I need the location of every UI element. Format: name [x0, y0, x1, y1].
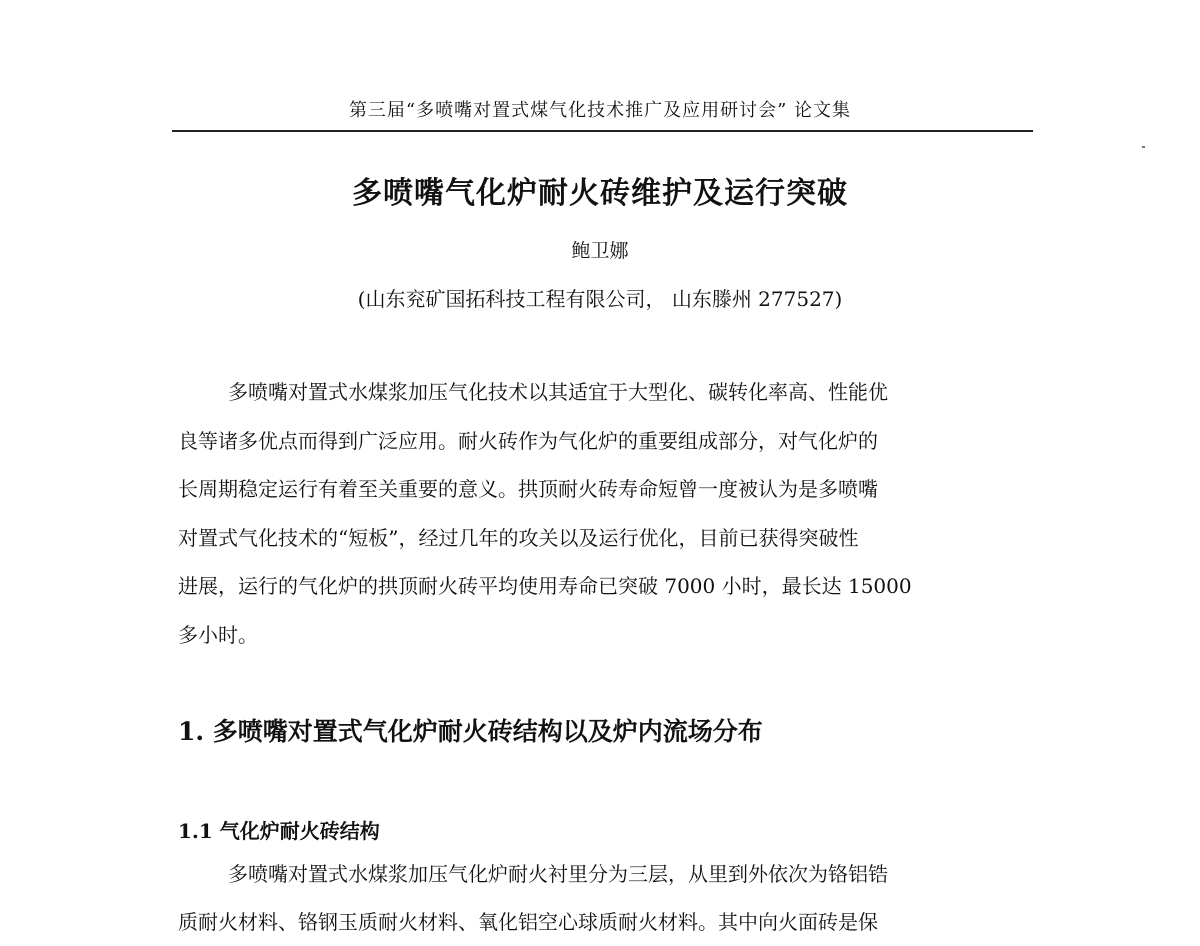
abstract-line: 对置式气化技术的“短板”，经过几年的攻关以及运行优化，目前已获得突破性: [178, 525, 859, 550]
paper-affiliation: (山东兖矿国拓科技工程有限公司， 山东滕州 277527): [357, 287, 843, 311]
abstract-line: 进展，运行的气化炉的拱顶耐火砖平均使用寿命已突破 7000 小时，最长达 15000: [178, 574, 912, 598]
abstract-line: 多小时。: [178, 622, 258, 647]
paper-author: 鲍卫娜: [571, 240, 629, 262]
abstract-paragraph: [178, 368, 1028, 659]
section-heading: 1. 多喷嘴对置式气化炉耐火砖结构以及炉内流场分布: [178, 717, 763, 746]
abstract-line: 良等诸多优点而得到广泛应用。耐火砖作为气化炉的重要组成部分，对气化炉的: [178, 428, 878, 453]
abstract-line: 多喷嘴对置式水煤浆加压气化技术以其适宜于大型化、碳转化率高、性能优: [228, 380, 888, 404]
body-line: 多喷嘴对置式水煤浆加压气化炉耐火衬里分为三层，从里到外依次为铬铝锆: [228, 862, 888, 886]
header-rule: [172, 130, 1033, 132]
body-line: 质耐火材料、铬钢玉质耐火材料、氧化铝空心球质耐火材料。其中向火面砖是保: [178, 910, 878, 934]
scan-speck: [1142, 146, 1145, 148]
abstract-line: 长周期稳定运行有着至关重要的意义。拱顶耐火砖寿命短曾一度被认为是多喷嘴: [178, 477, 878, 501]
body-paragraph: [178, 850, 1028, 946]
subsection-heading: 1.1 气化炉耐火砖结构: [178, 819, 380, 843]
paper-title: 多喷嘴气化炉耐火砖维护及运行突破: [352, 176, 848, 211]
running-header: 第三届“多喷嘴对置式煤气化技术推广及应用研讨会” 论文集: [348, 100, 852, 121]
